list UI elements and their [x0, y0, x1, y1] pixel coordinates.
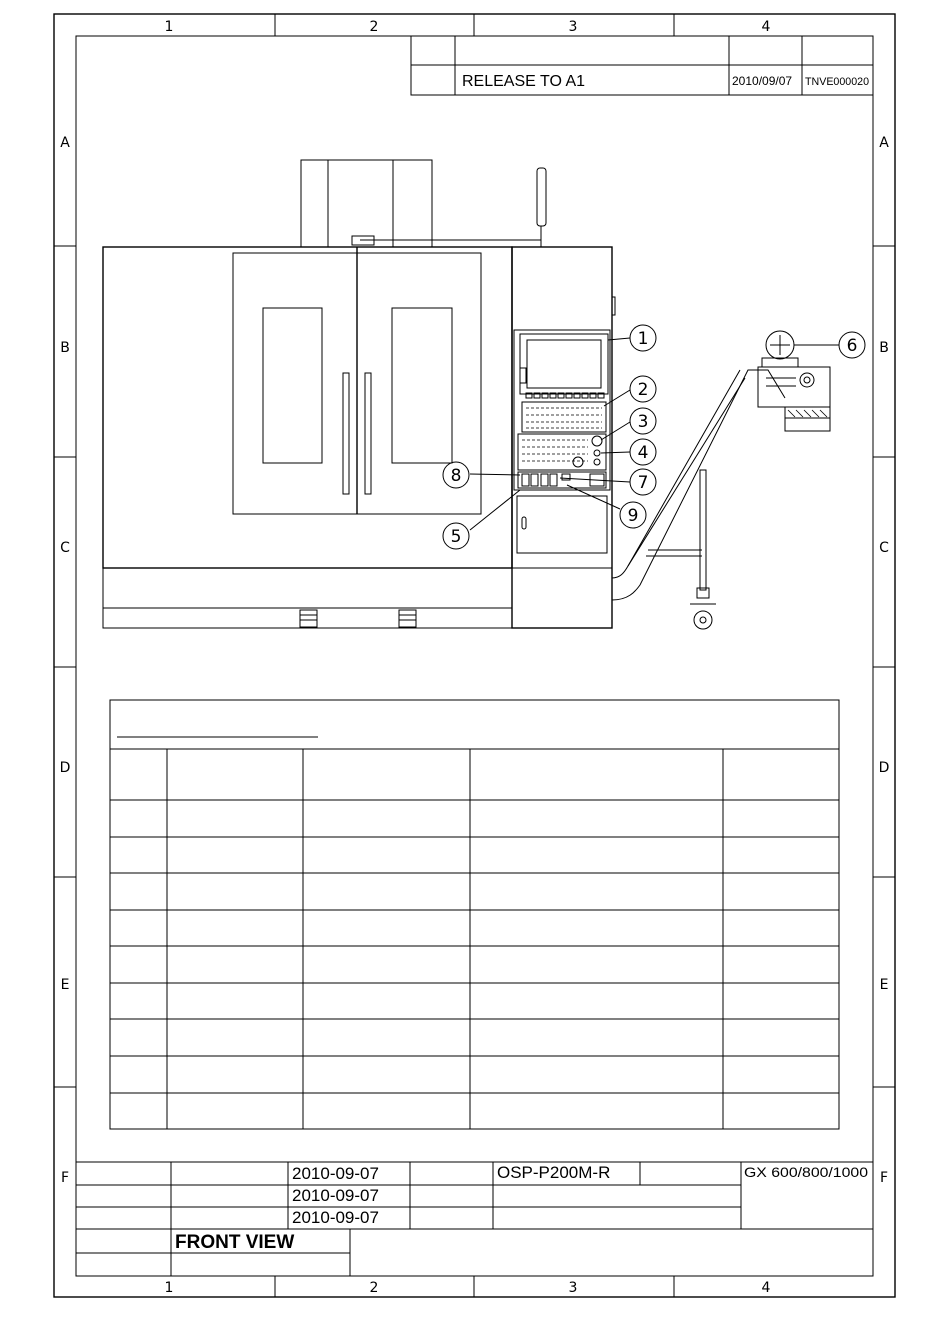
- machine-model: GX 600/800/1000: [744, 1164, 869, 1180]
- row-label-right: C: [879, 540, 889, 556]
- revision-date: 2010/09/07: [732, 74, 793, 88]
- caster-wheel: [694, 611, 712, 629]
- cabinet-door: [517, 496, 607, 553]
- col-label-top: 3: [568, 19, 578, 35]
- right-door-window: [392, 308, 452, 463]
- side-cabinet: [512, 247, 612, 628]
- parts-table: [110, 700, 839, 1129]
- operation-buttons: [522, 440, 588, 461]
- outer-border: [54, 14, 895, 1297]
- emergency-stop: [592, 436, 602, 446]
- leveling-foot: [399, 610, 416, 627]
- title-date: 2010-09-07: [292, 1164, 379, 1183]
- column-dividers: [275, 14, 674, 1297]
- callout-number: 4: [637, 443, 649, 463]
- col-label-bottom: 1: [164, 1280, 174, 1296]
- view-title: FRONT VIEW: [175, 1232, 295, 1253]
- col-label-top: 4: [761, 19, 771, 35]
- row-label-right: E: [879, 977, 889, 993]
- callout-number: 8: [450, 466, 462, 486]
- title-date: 2010-09-07: [292, 1208, 379, 1227]
- main-body: [103, 247, 512, 568]
- left-door-window: [263, 308, 322, 463]
- title-date: 2010-09-07: [292, 1186, 379, 1205]
- col-label-top: 1: [164, 19, 174, 35]
- callout-number: 6: [846, 336, 858, 356]
- operation-panel: [518, 434, 606, 470]
- callout-number: 2: [637, 380, 649, 400]
- left-door-handle: [343, 373, 349, 494]
- col-label-top: 2: [369, 19, 379, 35]
- row-label-right: D: [878, 760, 890, 776]
- right-door-handle: [365, 373, 371, 494]
- control-model: OSP-P200M-R: [497, 1163, 611, 1182]
- leveling-foot: [300, 610, 317, 627]
- col-label-bottom: 2: [369, 1280, 379, 1296]
- row-label-left: D: [59, 760, 71, 776]
- inner-border: [76, 36, 873, 1276]
- control-panel: [514, 330, 610, 490]
- revision-description: RELEASE TO A1: [462, 73, 586, 90]
- callout-number: 7: [637, 473, 649, 493]
- callout-number: 3: [637, 412, 649, 432]
- row-label-right: B: [879, 340, 889, 356]
- row-label-left: C: [60, 540, 70, 556]
- base: [103, 568, 512, 628]
- conveyor-head: [758, 367, 830, 407]
- control-screen: [520, 334, 608, 394]
- keyboard: [522, 402, 606, 432]
- keyboard-keys: [526, 408, 602, 428]
- col-label-bottom: 4: [761, 1280, 771, 1296]
- row-label-left: A: [60, 135, 70, 151]
- callout-number: 9: [627, 506, 639, 526]
- discharge-chute: [785, 407, 830, 431]
- row-label-right: F: [879, 1170, 889, 1186]
- signal-tower: [537, 168, 546, 226]
- callout-bubbles: [443, 325, 865, 549]
- conveyor-leg: [700, 470, 706, 590]
- callout-number: 5: [450, 527, 462, 547]
- revision-code: TNVE000020: [805, 76, 869, 88]
- top-enclosure: [301, 160, 432, 247]
- col-label-bottom: 3: [568, 1280, 578, 1296]
- row-label-right: A: [879, 135, 889, 151]
- callout-number: 1: [637, 329, 649, 349]
- row-label-left: E: [60, 977, 70, 993]
- machine-front-view: [103, 160, 830, 629]
- row-label-left: F: [60, 1170, 70, 1186]
- row-label-left: B: [60, 340, 70, 356]
